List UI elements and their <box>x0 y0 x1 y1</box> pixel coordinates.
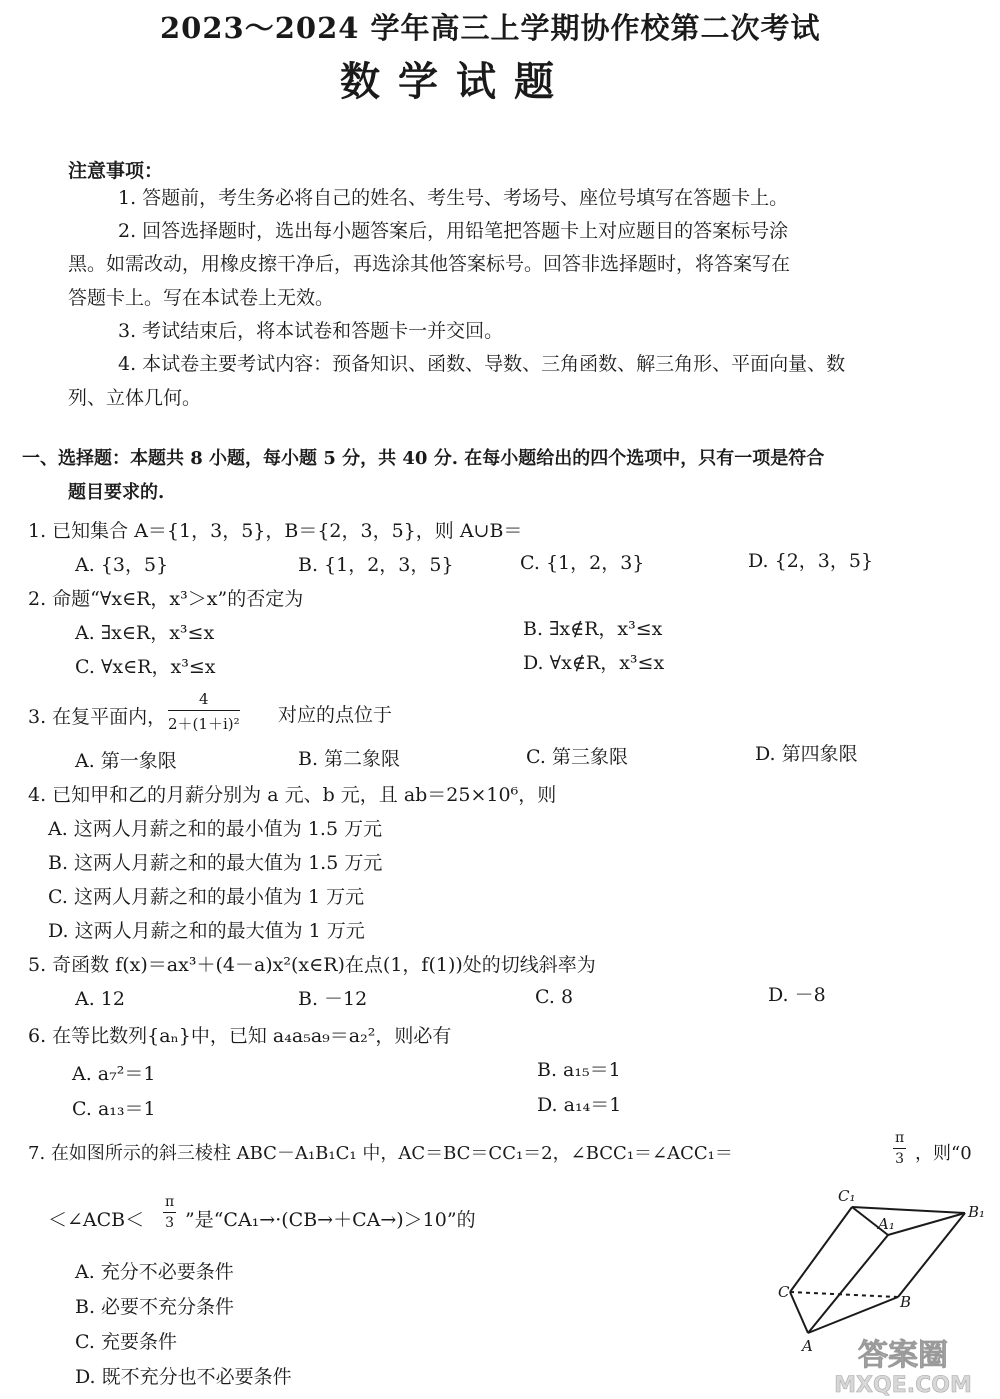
notes-heading: 注意事项： <box>68 160 164 182</box>
fraction-denominator: 3 <box>895 1151 905 1167</box>
question-2-stem: 2. 命题“∀x∈R，x³＞x”的否定为 <box>28 588 304 610</box>
section-heading: 一、选择题：本题共 8 小题，每小题 5 分，共 40 分. 在每小题给出的四个选项中，只有一项是符合 <box>22 448 825 469</box>
question-1-option-b: B. {1，2，3，5} <box>298 554 454 576</box>
question-3-fraction <box>168 690 240 734</box>
question-1-stem: 1. 已知集合 A＝{1，3，5}，B＝{2，3，5}，则 A∪B＝ <box>28 520 523 542</box>
edge-c-a <box>790 1292 808 1333</box>
question-7-pi-fraction <box>893 1130 906 1167</box>
watermark-text-bottom: MXQE.COM <box>834 1373 972 1398</box>
question-2-option-a: A. ∃x∈R，x³≤x <box>75 622 215 644</box>
question-1-option-a: A. {3，5} <box>75 554 169 576</box>
question-2-option-b: B. ∃x∉R，x³≤x <box>523 618 663 640</box>
question-3-option-a: A. 第一象限 <box>75 750 177 772</box>
label-a: A <box>802 1337 813 1355</box>
question-5-option-c: C. 8 <box>535 986 574 1008</box>
question-4-option-b: B. 这两人月薪之和的最大值为 1.5 万元 <box>48 852 383 874</box>
question-6-option-d: D. a₁₄＝1 <box>537 1094 622 1116</box>
label-c1: C₁ <box>838 1187 856 1205</box>
edge-c-b-hidden <box>790 1292 898 1297</box>
question-7-stem-line1: 7. 在如图所示的斜三棱柱 ABC－A₁B₁C₁ 中，AC＝BC＝CC₁＝2，∠BCC₁＝∠ACC₁＝ <box>28 1143 733 1164</box>
question-3-stem-before: 3. 在复平面内， <box>28 706 167 728</box>
question-1-option-c: C. {1，2，3} <box>520 552 645 574</box>
question-3-option-c: C. 第三象限 <box>526 746 628 768</box>
fraction-denominator: 3 <box>165 1215 175 1231</box>
question-4-option-c: C. 这两人月薪之和的最小值为 1 万元 <box>48 886 365 908</box>
section-heading-cont: 题目要求的. <box>68 482 165 503</box>
question-7-pi-fraction-2 <box>163 1194 176 1231</box>
fraction-denominator: 2＋(1＋i)² <box>168 715 240 733</box>
oblique-prism-figure <box>780 1185 990 1355</box>
question-3-option-d: D. 第四象限 <box>755 743 858 765</box>
question-6-option-a: A. a₇²＝1 <box>72 1063 156 1085</box>
question-4-option-a: A. 这两人月薪之和的最小值为 1.5 万元 <box>48 818 383 840</box>
note-line: 2. 回答选择题时，选出每小题答案后，用铅笔把答题卡上对应题目的答案标号涂 <box>118 220 789 242</box>
question-7-option-a: A. 充分不必要条件 <box>75 1261 234 1283</box>
label-b1: B₁ <box>968 1203 986 1221</box>
question-6-option-b: B. a₁₅＝1 <box>537 1059 621 1081</box>
question-7-stem-line1-end: ，则“0 <box>915 1143 972 1164</box>
question-7-stem-line2-end: ”是“CA₁→·(CB→＋CA→)＞10”的 <box>185 1209 476 1231</box>
question-7-option-b: B. 必要不充分条件 <box>75 1296 235 1318</box>
question-5-option-d: D. －8 <box>768 984 826 1006</box>
label-b: B <box>900 1293 912 1311</box>
question-7-option-c: C. 充要条件 <box>75 1331 177 1353</box>
edge-a1-b1 <box>888 1213 965 1235</box>
question-4-stem: 4. 已知甲和乙的月薪分别为 a 元、b 元，且 ab＝25×10⁶，则 <box>28 784 557 806</box>
note-line: 黑。如需改动，用橡皮擦干净后，再选涂其他答案标号。回答非选择题时，将答案写在 <box>68 253 791 275</box>
note-line: 1. 答题前，考生务必将自己的姓名、考生号、考场号、座位号填写在答题卡上。 <box>118 187 789 209</box>
fraction-numerator: π <box>893 1130 906 1149</box>
note-line: 4. 本试卷主要考试内容：预备知识、函数、导数、三角函数、解三角形、平面向量、数 <box>118 353 846 375</box>
exam-title-line1: 2023～2024 学年高三上学期协作校第二次考试 <box>160 11 821 45</box>
question-4-option-d: D. 这两人月薪之和的最大值为 1 万元 <box>48 920 365 942</box>
exam-title-subject: 数学试题 <box>340 58 572 105</box>
fraction-numerator: 4 <box>168 690 240 711</box>
label-c: C <box>778 1283 790 1301</box>
question-3-stem-after: 对应的点位于 <box>278 704 393 726</box>
question-3-option-b: B. 第二象限 <box>298 748 401 770</box>
watermark-text-top: 答案圈 <box>858 1338 948 1373</box>
site-watermark <box>808 1335 998 1397</box>
question-5-stem: 5. 奇函数 f(x)＝ax³＋(4－a)x²(x∈R)在点(1，f(1))处的切线斜率为 <box>28 954 596 976</box>
question-2-option-d: D. ∀x∉R，x³≤x <box>523 652 665 674</box>
label-a1: A₁ <box>878 1215 895 1233</box>
note-line: 列、立体几何。 <box>68 387 202 409</box>
question-1-option-d: D. {2，3，5} <box>748 550 874 572</box>
edge-c1-c <box>790 1207 852 1292</box>
edge-c1-b1 <box>852 1207 965 1213</box>
fraction-numerator: π <box>163 1194 176 1213</box>
note-line: 3. 考试结束后，将本试卷和答题卡一并交回。 <box>118 320 504 342</box>
question-7-option-d: D. 既不充分也不必要条件 <box>75 1366 292 1388</box>
note-line: 答题卡上。写在本试卷上无效。 <box>68 287 335 309</box>
question-2-option-c: C. ∀x∈R，x³≤x <box>75 656 216 678</box>
question-5-option-b: B. －12 <box>298 988 368 1010</box>
question-7-stem-line2-start: ＜∠ACB＜ <box>48 1209 145 1231</box>
question-5-option-a: A. 12 <box>75 988 125 1010</box>
question-6-option-c: C. a₁₃＝1 <box>72 1098 156 1120</box>
question-6-stem: 6. 在等比数列{aₙ}中，已知 a₄a₅a₉＝a₂²，则必有 <box>28 1025 452 1047</box>
edge-b1-b <box>898 1213 965 1297</box>
